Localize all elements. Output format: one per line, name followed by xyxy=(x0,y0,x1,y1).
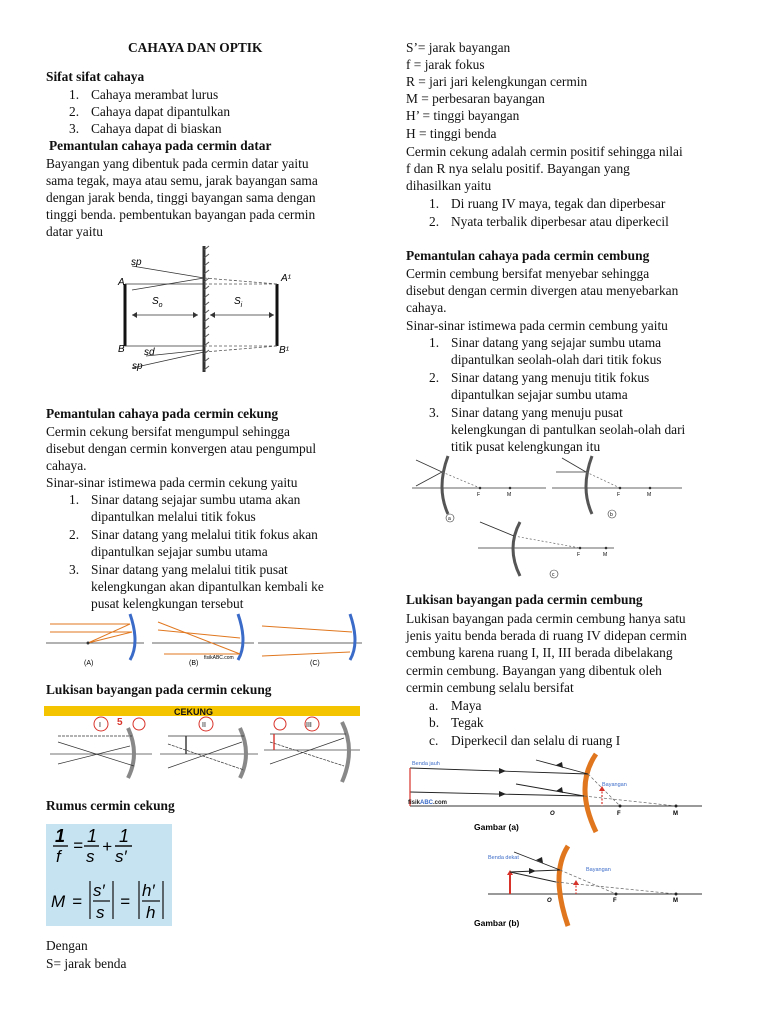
fig-c xyxy=(258,614,362,667)
list-item: Cahaya dapat dipantulkan xyxy=(91,104,231,119)
def-line: f = jarak fokus xyxy=(406,57,485,72)
label-F-b: F xyxy=(617,492,621,498)
list-item: Cahaya merambat lurus xyxy=(91,87,219,102)
formula-plus: + xyxy=(102,837,112,856)
list-item-cont: dipantulkan seolah-olah dari titik fokus xyxy=(451,352,662,367)
label-sp-top: sp xyxy=(131,257,142,268)
circle-I: I xyxy=(99,722,101,729)
label-M-a: M xyxy=(507,492,512,498)
formula-s-2: s xyxy=(96,903,105,922)
list-item: Sinar datang sejajar sumbu utama akan xyxy=(91,492,301,507)
formula-s-prime-2: s′ xyxy=(93,881,105,900)
text-line: disebut dengan cermin divergen atau menyebarkan xyxy=(406,283,679,298)
benda-dekat-label: Benda dekat xyxy=(488,855,519,861)
formula-M: M xyxy=(51,892,66,911)
formula-eq: = xyxy=(73,836,83,855)
fig-convex-c xyxy=(478,522,614,578)
list-item-cont: dipantulkan sejajar sumbu utama xyxy=(91,544,268,559)
text-line: cembung karena ruang I, II, III berada dibelakang xyxy=(406,645,673,660)
bayangan-label-b: Bayangan xyxy=(586,867,611,873)
label-M-gb: M xyxy=(673,898,678,904)
formula-f: f xyxy=(56,847,61,866)
fig-label-c: (C) xyxy=(310,660,320,667)
fig-label-b: (B) xyxy=(189,660,199,667)
lukisan-cembung-heading: Lukisan bayangan pada cermin cembung xyxy=(406,592,643,607)
list-item: Sinar datang yang menuju pusat xyxy=(451,405,623,420)
fig-b xyxy=(152,614,254,667)
label-sd: sd xyxy=(144,347,155,358)
list-marker: a. xyxy=(429,698,439,713)
text-line: cermin cembung selalu bersifat xyxy=(406,680,574,695)
text-line: Cermin cekung adalah cermin positif sehingga nilai xyxy=(406,144,683,159)
list-item: Sinar datang yang menuju titik fokus xyxy=(451,370,650,385)
list-item: Cahaya dapat di biaskan xyxy=(91,121,222,136)
datar-heading: Pemantulan cahaya pada cermin datar xyxy=(49,138,272,153)
page-title: CAHAYA DAN OPTIK xyxy=(128,40,263,55)
rumus-heading: Rumus cermin cekung xyxy=(46,798,175,813)
cembung-heading: Pemantulan cahaya pada cermin cembung xyxy=(406,248,650,263)
formula-eq-2: = xyxy=(72,892,82,911)
caption-gambar-a: Gambar (a) xyxy=(474,822,519,832)
def-line: H’ = tinggi bayangan xyxy=(406,108,520,123)
label-So: $S_o$ xyxy=(152,296,163,309)
formula-1-num-s: 1 xyxy=(87,826,98,846)
list-item-cont: kelengkungan akan dipantulkan kembali ke xyxy=(91,579,324,594)
text-line: cermin cembung. Bayangan yang dibentuk oleh xyxy=(406,663,662,678)
label-F-ga: F xyxy=(617,811,621,817)
text-line: Cermin cekung bersifat mengumpul sehingga xyxy=(46,424,290,439)
mirror-formula-box xyxy=(46,824,172,926)
dengan-label: Dengan xyxy=(46,938,88,953)
text-line: f dan R nya selalu positif. Bayangan yang xyxy=(406,161,630,176)
label-b: b xyxy=(610,512,613,518)
list-marker: c. xyxy=(429,733,439,748)
label-B: B xyxy=(118,344,125,355)
label-c: c xyxy=(552,572,555,578)
lukisan-cekung-heading: Lukisan bayangan pada cermin cekung xyxy=(46,682,272,697)
convex-figure-a xyxy=(406,748,706,834)
def-line: H = tinggi benda xyxy=(406,126,497,141)
text-line: disebut dengan cermin konvergen atau pengumpul xyxy=(46,441,317,456)
label-sp-bottom: sp xyxy=(132,361,143,372)
panel-1 xyxy=(50,717,152,778)
label-Si: $S_i$ xyxy=(234,296,243,309)
list-item: Sinar datang yang melalui titik pusat xyxy=(91,562,288,577)
circle-II: II xyxy=(202,722,206,729)
text-line: Lukisan bayangan pada cermin cembung hanya satu xyxy=(406,611,686,626)
formula-h-prime: h′ xyxy=(142,881,155,900)
sifat-heading: Sifat sifat cahaya xyxy=(46,69,145,84)
list-item: Tegak xyxy=(451,715,484,730)
plane-mirror-figure xyxy=(118,244,358,384)
fig-convex-a xyxy=(412,456,546,522)
text-line: cahaya. xyxy=(406,300,447,315)
label-a: a xyxy=(448,516,451,522)
def-line: R = jari jari kelengkungan cermin xyxy=(406,74,588,89)
banner-text: CEKUNG xyxy=(174,707,214,717)
text-line: Bayangan yang dibentuk pada cermin datar yaitu xyxy=(46,156,309,171)
label-F-a: F xyxy=(477,492,481,498)
text-line: dengan jarak benda, tinggi bayangan sama dengan xyxy=(46,190,316,205)
bayangan-label-a: Bayangan xyxy=(602,782,627,788)
def-line: S’= jarak bayangan xyxy=(406,40,511,55)
formula-1-num-sp: 1 xyxy=(119,826,130,846)
list-item: Diperkecil dan selalu di ruang I xyxy=(451,733,621,748)
benda-jauh-label: Benda jauh xyxy=(412,761,440,767)
text-line: tinggi benda. pembentukan bayangan pada cermin xyxy=(46,207,316,222)
list-marker: b. xyxy=(429,715,440,730)
circle-III: III xyxy=(306,722,312,729)
label-B1: B¹ xyxy=(279,345,289,356)
figure-number: 5 xyxy=(117,717,123,728)
text-line: dihasilkan yaitu xyxy=(406,178,492,193)
list-item: Nyata terbalik diperbesar atau diperkecil xyxy=(451,214,669,229)
convex-rays-figure xyxy=(410,452,710,580)
list-item-cont: pusat kelengkungan tersebut xyxy=(91,596,244,611)
text-line: cahaya. xyxy=(46,458,87,473)
text-line: Cermin cembung bersifat menyebar sehingga xyxy=(406,266,650,281)
list-item: Sinar datang yang melalui titik fokus akan xyxy=(91,527,318,542)
text-line: Sinar-sinar istimewa pada cermin cekung yaitu xyxy=(46,475,298,490)
concave-rays-figure xyxy=(44,612,364,668)
def-line: M = perbesaran bayangan xyxy=(406,91,545,106)
label-O-a: O xyxy=(550,811,555,817)
caption-gambar-b: Gambar (b) xyxy=(474,918,520,928)
fig-convex-b xyxy=(552,456,682,518)
list-item-cont: titik pusat kelengkungan itu xyxy=(451,439,601,454)
s-definition: S= jarak benda xyxy=(46,956,127,971)
text-line: datar yaitu xyxy=(46,224,103,239)
fig-watermark: fisikABC.com xyxy=(204,655,234,661)
text-line: sama tegak, maya atau semu, jarak bayangan sama xyxy=(46,173,318,188)
panel-3 xyxy=(264,717,360,782)
text-line: Sinar-sinar istimewa pada cermin cembung yaitu xyxy=(406,318,668,333)
label-F-gb: F xyxy=(613,898,617,904)
concave-image-figure xyxy=(44,706,360,786)
fig-label-a: (A) xyxy=(84,660,94,667)
watermark-a: fisikABC.com xyxy=(408,800,448,806)
label-A: A xyxy=(118,277,125,288)
list-item-cont: dipantulkan melalui titik fokus xyxy=(91,509,256,524)
formula-h: h xyxy=(146,903,156,922)
list-item: Sinar datang yang sejajar sumbu utama xyxy=(451,335,662,350)
label-A1: A¹ xyxy=(281,273,291,284)
list-item-cont: kelengkungan di pantulkan seolah-olah dari xyxy=(451,422,686,437)
cekung-heading: Pemantulan cahaya pada cermin cekung xyxy=(46,406,279,421)
label-O-b: O xyxy=(547,898,552,904)
formula-s-prime: s′ xyxy=(115,847,127,866)
list-item: Di ruang IV maya, tegak dan diperbesar xyxy=(451,196,666,211)
label-M-b: M xyxy=(647,492,652,498)
label-M-ga: M xyxy=(673,811,678,817)
formula-s: s xyxy=(86,847,95,866)
list-item: Maya xyxy=(451,698,482,713)
label-F-c: F xyxy=(577,552,581,558)
formula-eq-3: = xyxy=(120,892,130,911)
text-line: jenis yaitu benda berada di ruang IV didepan cermin xyxy=(406,628,687,643)
list-item-cont: dipantulkan sejajar sumbu utama xyxy=(451,387,628,402)
label-M-c: M xyxy=(603,552,608,558)
formula-1-num: 1 xyxy=(55,826,66,846)
convex-figure-b xyxy=(406,842,706,928)
fig-a xyxy=(46,614,144,667)
panel-2 xyxy=(160,717,258,778)
